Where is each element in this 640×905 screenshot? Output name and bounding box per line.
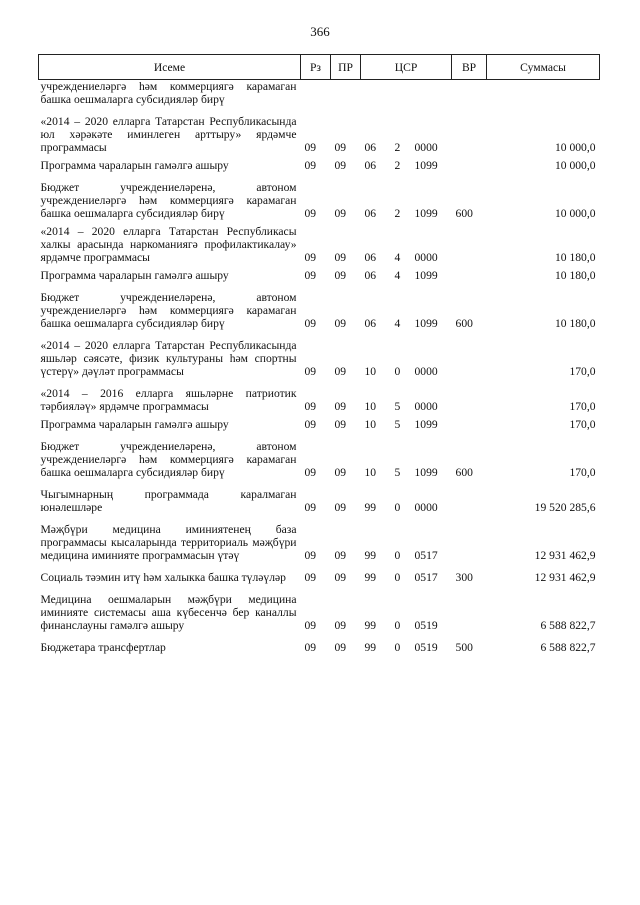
row-csr-subprogram: 4: [394, 317, 401, 330]
row-csr-program: 06: [364, 207, 377, 220]
row-name: Социаль тәэмин итү һәм халыкка башка түләүләр: [40, 571, 286, 584]
row-csr-direction: 0519: [414, 619, 438, 632]
row-rz: 09: [304, 571, 317, 584]
row-sum: 6 588 822,7: [540, 619, 596, 632]
row-csr-program: 10: [364, 400, 377, 413]
table-row: [39, 431, 600, 479]
row-csr-subprogram: 0: [394, 365, 401, 378]
row-vr: 600: [455, 466, 473, 479]
row-rz: [301, 80, 331, 107]
row-pr: 09: [334, 400, 347, 413]
row-pr: [331, 80, 361, 107]
row-csr-subprogram: 2: [394, 159, 401, 172]
row-csr-direction: [411, 80, 452, 107]
row-csr-direction: 1099: [414, 159, 438, 172]
row-pr: 09: [334, 141, 347, 154]
table-row: [39, 220, 600, 264]
row-sum: 10 180,0: [554, 251, 596, 264]
row-pr: 09: [334, 641, 347, 654]
row-vr: 600: [455, 207, 473, 220]
table-row: [39, 584, 600, 632]
row-rz: 09: [304, 619, 317, 632]
row-csr-subprogram: 5: [394, 400, 401, 413]
row-csr-program: 99: [364, 571, 377, 584]
row-rz: 09: [304, 159, 317, 172]
header-csr: ЦСР: [361, 55, 452, 80]
row-sum: 170,0: [569, 466, 596, 479]
row-sum: 12 931 462,9: [534, 571, 596, 584]
row-pr: 09: [334, 251, 347, 264]
row-csr-subprogram: 0: [394, 641, 401, 654]
row-pr: 09: [334, 269, 347, 282]
row-rz: 09: [304, 400, 317, 413]
table-header-row: [39, 55, 600, 80]
row-name: «2014 – 2020 елларга Татарстан Республикасы халкы арасында наркоманиягә профилактикалау» ярдәмче программасы: [40, 225, 297, 264]
row-csr-subprogram: 4: [394, 251, 401, 264]
row-csr-program: 06: [364, 159, 377, 172]
row-csr-subprogram: 2: [394, 141, 401, 154]
row-pr: 09: [334, 159, 347, 172]
row-vr: [452, 264, 487, 282]
row-csr-program: 99: [364, 501, 377, 514]
row-name: Программа чараларын гамәлгә ашыру: [40, 269, 229, 282]
table-row: [39, 479, 600, 514]
row-name: Программа чараларын гамәлгә ашыру: [40, 418, 229, 431]
row-rz: 09: [304, 207, 317, 220]
row-pr: 09: [334, 317, 347, 330]
row-vr: [452, 479, 487, 514]
row-vr: [452, 584, 487, 632]
row-sum: 19 520 285,6: [534, 501, 596, 514]
table-row: [39, 562, 600, 584]
row-pr: 09: [334, 418, 347, 431]
table-row: [39, 330, 600, 378]
row-name: Бюджет учреждениеләренә, автоном учреждениеләргә һәм коммерциягә карамаган башка оешмаларга субсидияләр бирү: [40, 181, 297, 220]
row-vr: [452, 378, 487, 413]
header-pr: ПР: [331, 55, 361, 80]
row-rz: 09: [304, 641, 317, 654]
row-sum: 170,0: [569, 365, 596, 378]
row-name: Программа чараларын гамәлгә ашыру: [40, 159, 229, 172]
row-rz: 09: [304, 501, 317, 514]
header-vr: ВР: [452, 55, 487, 80]
budget-table: [38, 54, 600, 654]
table-row: [39, 632, 600, 654]
row-csr-program: 06: [364, 251, 377, 264]
row-sum: 10 180,0: [554, 317, 596, 330]
row-rz: 09: [304, 466, 317, 479]
row-csr-direction: 0000: [414, 365, 438, 378]
row-name: Бюджет учреждениеләренә, автоном учреждениеләргә һәм коммерциягә карамаган башка оешмаларга субсидияләр бирү: [40, 291, 297, 330]
table-row: [39, 282, 600, 330]
row-csr-program: [361, 80, 391, 107]
row-sum: 170,0: [569, 400, 596, 413]
table-row: [39, 106, 600, 154]
row-csr-direction: 1099: [414, 466, 438, 479]
row-csr-direction: 1099: [414, 269, 438, 282]
table-row: [39, 172, 600, 220]
row-csr-direction: 0517: [414, 549, 438, 562]
row-rz: 09: [304, 251, 317, 264]
row-csr-subprogram: 0: [394, 571, 401, 584]
row-vr: 500: [455, 641, 473, 654]
row-sum: 12 931 462,9: [534, 549, 596, 562]
header-sum: Суммасы: [487, 55, 600, 80]
row-csr-program: 06: [364, 317, 377, 330]
table-row: [39, 80, 600, 107]
row-csr-subprogram: 5: [394, 418, 401, 431]
row-name: Мәҗбүри медицина иминиятенең база программасы кысаларында территориаль мәҗбүри медицина иминияте программасын үтәү: [40, 523, 297, 562]
row-csr-subprogram: 4: [394, 269, 401, 282]
row-csr-direction: 0000: [414, 251, 438, 264]
row-name: «2014 – 2016 елларга яшьләрне патриотик тәрбияләү» ярдәмче программасы: [40, 387, 297, 413]
row-sum: 10 000,0: [554, 159, 596, 172]
row-vr: 300: [455, 571, 473, 584]
row-csr-program: 99: [364, 641, 377, 654]
row-rz: 09: [304, 141, 317, 154]
row-csr-subprogram: 5: [394, 466, 401, 479]
row-csr-subprogram: 0: [394, 501, 401, 514]
row-vr: [452, 220, 487, 264]
row-csr-subprogram: 2: [394, 207, 401, 220]
row-csr-subprogram: 0: [394, 549, 401, 562]
row-rz: 09: [304, 365, 317, 378]
row-csr-program: 99: [364, 619, 377, 632]
row-vr: [452, 154, 487, 172]
row-name: «2014 – 2020 елларга Татарстан Республикасында юл хәрәкәте иминлеген арттыру» ярдәмче программасы: [40, 115, 297, 154]
row-sum: 10 180,0: [554, 269, 596, 282]
row-csr-subprogram: 0: [394, 619, 401, 632]
row-csr-direction: 1099: [414, 317, 438, 330]
row-vr: [452, 413, 487, 431]
row-name: Чыгымнарның программада каралмаган юнәлешләре: [40, 488, 297, 514]
row-sum: 6 588 822,7: [540, 641, 596, 654]
row-csr-direction: 0519: [414, 641, 438, 654]
table-row: [39, 413, 600, 431]
row-vr: [452, 330, 487, 378]
row-vr: 600: [455, 317, 473, 330]
row-vr: [452, 106, 487, 154]
row-rz: 09: [304, 549, 317, 562]
table-row: [39, 264, 600, 282]
row-sum: 170,0: [569, 418, 596, 431]
row-csr-program: 06: [364, 141, 377, 154]
row-csr-direction: 1099: [414, 418, 438, 431]
row-name: учреждениеләргә һәм коммерциягә карамаган башка оешмаларга субсидияләр бирү: [40, 80, 297, 106]
row-name: Медицина оешмаларын мәҗбүри медицина иминияте системасы аша күбесенчә бер каналлы финанслауны гамәлгә ашыру: [40, 593, 297, 632]
page-number: 366: [310, 24, 330, 39]
row-sum: 10 000,0: [554, 141, 596, 154]
row-vr: [452, 514, 487, 562]
row-csr-program: 10: [364, 365, 377, 378]
row-csr-program: 06: [364, 269, 377, 282]
row-name: «2014 – 2020 елларга Татарстан Республикасында яшьләр сәясәте, физик культураны һәм спортны үстерү» дәүләт программасы: [40, 339, 297, 378]
table-row: [39, 378, 600, 413]
table-row: [39, 514, 600, 562]
row-csr-direction: 0517: [414, 571, 438, 584]
row-pr: 09: [334, 501, 347, 514]
row-rz: 09: [304, 269, 317, 282]
row-csr-direction: 0000: [414, 501, 438, 514]
row-name: Бюджет учреждениеләренә, автоном учреждениеләргә һәм коммерциягә карамаган башка оешмаларга субсидияләр бирү: [40, 440, 297, 479]
row-csr-program: 10: [364, 466, 377, 479]
row-pr: 09: [334, 549, 347, 562]
row-pr: 09: [334, 466, 347, 479]
row-csr-program: 10: [364, 418, 377, 431]
row-rz: 09: [304, 418, 317, 431]
row-rz: 09: [304, 317, 317, 330]
row-name: Бюджетара трансфертлар: [40, 641, 166, 654]
row-csr-direction: 0000: [414, 400, 438, 413]
header-rz: Рз: [301, 55, 331, 80]
row-sum: 10 000,0: [554, 207, 596, 220]
header-name: Исеме: [39, 55, 301, 80]
table-row: [39, 154, 600, 172]
row-pr: 09: [334, 571, 347, 584]
row-pr: 09: [334, 365, 347, 378]
row-csr-subprogram: [391, 80, 411, 107]
row-csr-program: 99: [364, 549, 377, 562]
row-csr-direction: 0000: [414, 141, 438, 154]
row-pr: 09: [334, 207, 347, 220]
row-sum: [487, 80, 600, 107]
row-csr-direction: 1099: [414, 207, 438, 220]
row-pr: 09: [334, 619, 347, 632]
row-vr: [452, 80, 487, 107]
